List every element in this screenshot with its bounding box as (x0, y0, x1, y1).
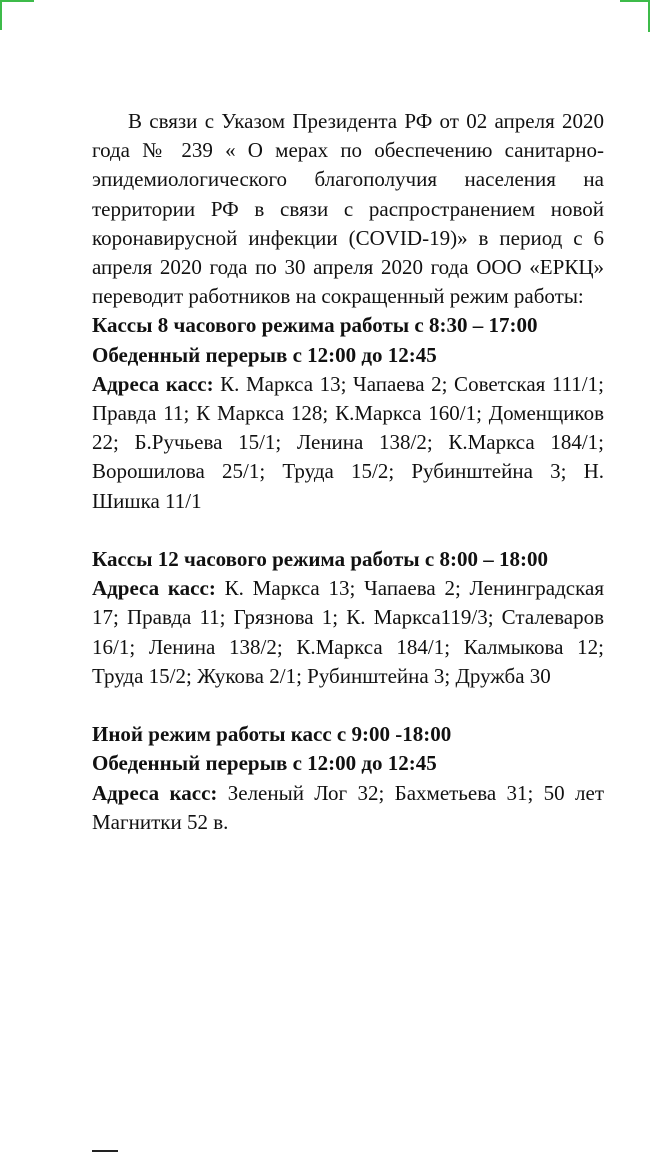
block1-hours: Кассы 8 часового режима работы с 8:30 – 17:00 (92, 313, 538, 338)
frame-corner-left (0, 0, 2, 30)
block1-addresses (92, 370, 604, 516)
block2-address-list: К. Маркса 13; Чапаева 2; Ленинградская 17; Правда 11; Грязнова 1; К. Маркса119/3; Сталеваров 16/1; Ленина 138/2; К.Маркса 184/1; Калмыкова 12; Труда 15/2; Жукова 2/1; Рубинштейна 3; Дружба 30 (92, 576, 604, 688)
block2-hours: Кассы 12 часового режима работы с 8:00 – 18:00 (92, 547, 548, 572)
spacer (92, 516, 604, 545)
block3-hours: Иной режим работы касс с 9:00 -18:00 (92, 722, 452, 747)
block1-address-list: К. Маркса 13; Чапаева 2; Советская 111/1; Правда 11; К Маркса 128; К.Маркса 160/1; Доменщиков 22; Б.Ручьева 15/1; Ленина 138/2; К.Маркса 184/1; Ворошилова 25/1; Труда 15/2; Рубинштейна 3; Н. Шишка 11/1 (92, 371, 604, 513)
block3-lunch: Обеденный перерыв с 12:00 до 12:45 (92, 751, 437, 776)
block3-address-list: Зеленый Лог 32; Бахметьева 31; 50 лет Магнитки 52 в. (92, 780, 605, 834)
block3-addresses (92, 779, 604, 837)
block2-addresses (92, 574, 604, 691)
block1-lunch: Обеденный перерыв с 12:00 до 12:45 (92, 342, 437, 367)
bottom-edge-mark (92, 1150, 118, 1152)
block1-address-label: Адреса касс: (92, 371, 214, 396)
spacer (92, 691, 604, 720)
frame-corner-top-left (0, 0, 34, 2)
block2-address-label: Адреса касс: (92, 576, 216, 601)
frame-corner-top-right (620, 0, 650, 2)
announcement-text (92, 107, 604, 837)
block3-address-label: Адреса касс: (92, 780, 218, 805)
intro-paragraph: В связи с Указом Президента РФ от 02 апреля 2020 года № 239 « О мерах по обеспечению санитарно-эпидемиологического благополучия населения на территории РФ в связи с распространением новой коронавирусной инфекции (COVID-19)» в период с 6 апреля 2020 года по 30 апреля 2020 года ООО «ЕРКЦ» переводит работников на сокращенный режим работы: (92, 109, 604, 309)
